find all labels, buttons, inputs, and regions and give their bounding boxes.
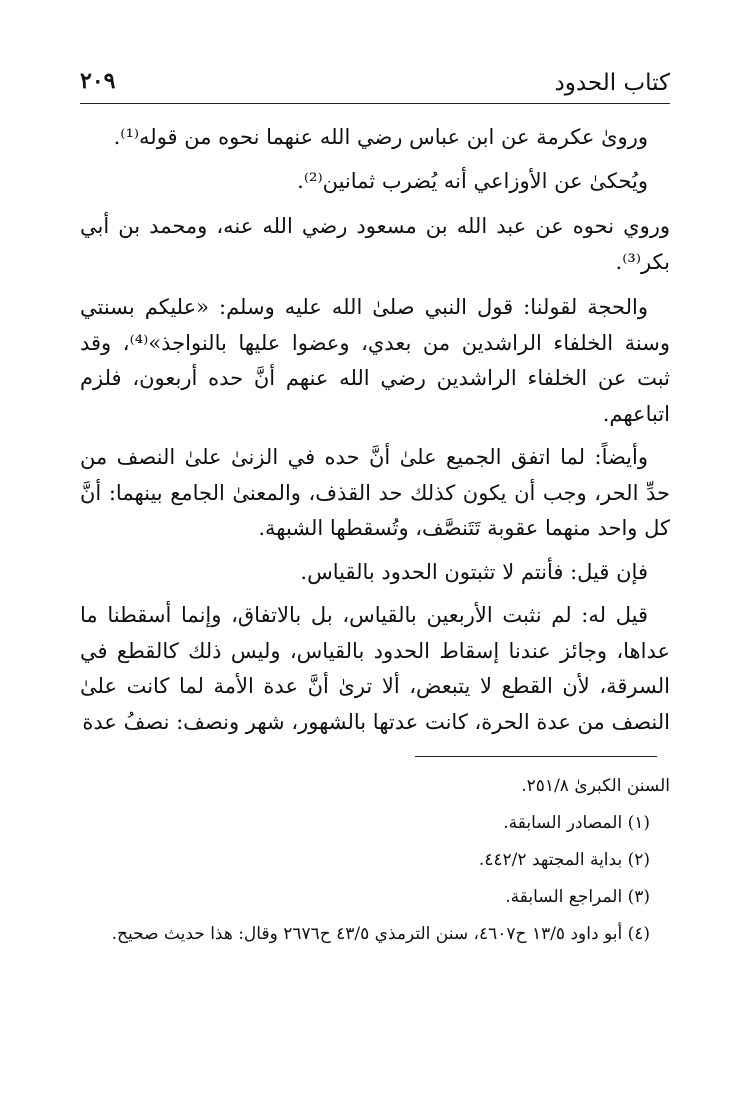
footnote: (٣) المراجع السابقة. [505,887,650,907]
footnote: (٤) أبو داود ١٣/٥ ح٤٦٠٧، سنن الترمذي ٤٣/٥ ح٢٦٧٦ وقال: هذا حديث صحيح. [111,924,650,944]
footnote: (١) المصادر السابقة. [503,813,650,833]
footnote-divider [415,756,657,757]
chapter-title: كتاب الحدود [554,70,670,96]
page-number: ٢٠٩ [80,68,116,94]
main-text [80,120,670,748]
paragraph: فإن قيل: فأنتم لا تثبتون الحدود بالقياس. [300,559,648,584]
page-header [80,66,670,106]
footnotes [80,768,670,953]
footnote: السنن الكبرىٰ ٢٥١/٨. [521,776,670,796]
paragraph: وأيضاً: لما اتفق الجميع علىٰ أنَّ حده في الزنىٰ علىٰ النصف من حدِّ الحر، وجب أن يكون كذلك حد القذف، والمعنىٰ الجامع بينهما: أنَّ كل واحد منهما عقوبة تَتَنصَّف، وتُسقطها الشبهة. [80,445,670,540]
header-divider [80,103,670,104]
paragraph: والحجة لقولنا: قول النبي صلىٰ الله عليه وسلم: «عليكم بسنتي وسنة الخلفاء الراشدين من بعدي، وعضوا عليها بالنواجذ»⁽⁴⁾، وقد ثبت عن الخلفاء الراشدين رضي الله عنهم أنَّ حده أربعون، فلزم اتباعهم. [80,295,670,426]
paragraph: وروي نحوه عن عبد الله بن مسعود رضي الله عنه، ومحمد بن أبي بكر⁽³⁾. [80,214,670,274]
paragraph: ورویٰ عكرمة عن ابن عباس رضي الله عنهما نحوه من قوله⁽¹⁾. [113,125,648,149]
paragraph: ويُحكىٰ عن الأوزاعي أنه يُضرب ثمانين⁽²⁾. [297,168,648,193]
paragraph: قيل له: لم نثبت الأربعين بالقياس، بل بالاتفاق، وإنما أسقطنا ما عداها، وجائز عندنا إسقاط الحدود بالقياس، وليس ذلك كالقطع في السرقة، لأن القطع لا يتبعض، ألا ترىٰ أنَّ عدة الأمة لما كانت علىٰ النصف من عدة الحرة، كانت عدتها بالشهور، شهر ونصف: نصفُ عدة [80,603,670,734]
footnote: (٢) بداية المجتهد ٤٤٢/٢. [478,850,650,870]
